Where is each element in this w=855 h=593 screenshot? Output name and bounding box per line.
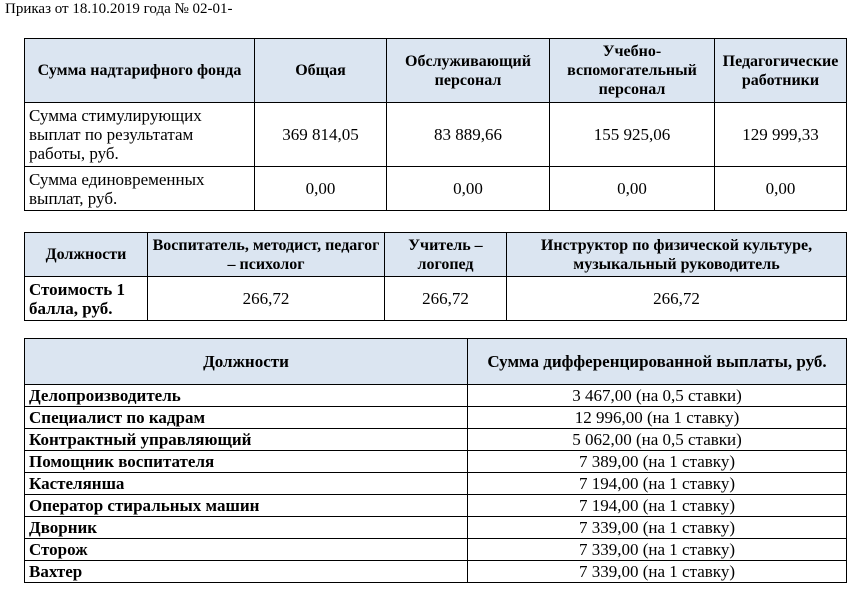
fund-value: 0,00 [550,167,715,211]
fund-value: 369 814,05 [255,103,387,167]
fund-header-cell: Учебно-вспомогательный персонал [550,39,715,103]
fund-table [24,38,847,211]
pay-amount: 7 389,00 (на 1 ставку) [468,451,847,473]
differentiated-pay-table [24,338,847,583]
fund-header-cell: Педагогические работники [715,39,847,103]
fund-row-label: Сумма единовременных выплат, руб. [25,167,255,211]
pay-amount: 3 467,00 (на 0,5 ставки) [468,385,847,407]
position-name: Дворник [25,517,468,539]
point-header-cell: Учитель – логопед [385,233,507,277]
pay-amount: 7 339,00 (на 1 ставку) [468,561,847,583]
fund-header-cell: Обслуживающий персонал [387,39,550,103]
fund-header-cell: Общая [255,39,387,103]
pay-amount: 12 996,00 (на 1 ставку) [468,407,847,429]
pay-amount: 7 339,00 (на 1 ставку) [468,517,847,539]
position-name: Кастелянша [25,473,468,495]
point-value: 266,72 [148,277,385,321]
pay-amount: 7 339,00 (на 1 ставку) [468,539,847,561]
point-row-label: Стоимость 1 балла, руб. [25,277,148,321]
fund-value: 83 889,66 [387,103,550,167]
point-header-cell: Воспитатель, методист, педагог – психолог [148,233,385,277]
fund-value: 155 925,06 [550,103,715,167]
point-cost-table [24,232,847,321]
point-value: 266,72 [385,277,507,321]
position-name: Помощник воспитателя [25,451,468,473]
position-name: Оператор стиральных машин [25,495,468,517]
fund-value: 0,00 [387,167,550,211]
fund-value: 129 999,33 [715,103,847,167]
pay-header-cell: Должности [25,339,468,385]
fund-value: 0,00 [255,167,387,211]
point-header-cell: Инструктор по физической культуре, музыкальный руководитель [507,233,847,277]
position-name: Делопроизводитель [25,385,468,407]
position-name: Контрактный управляющий [25,429,468,451]
pay-amount: 7 194,00 (на 1 ставку) [468,473,847,495]
point-header-cell: Должности [25,233,148,277]
position-name: Специалист по кадрам [25,407,468,429]
position-name: Сторож [25,539,468,561]
position-name: Вахтер [25,561,468,583]
pay-amount: 7 194,00 (на 1 ставку) [468,495,847,517]
fund-value: 0,00 [715,167,847,211]
point-value: 266,72 [507,277,847,321]
fund-header-cell: Сумма надтарифного фонда [25,39,255,103]
document-header: Приказ от 18.10.2019 года № 02-01- [5,1,233,17]
pay-amount: 5 062,00 (на 0,5 ставки) [468,429,847,451]
pay-header-cell: Сумма дифференцированной выплаты, руб. [468,339,847,385]
fund-row-label: Сумма стимулирующих выплат по результатам работы, руб. [25,103,255,167]
